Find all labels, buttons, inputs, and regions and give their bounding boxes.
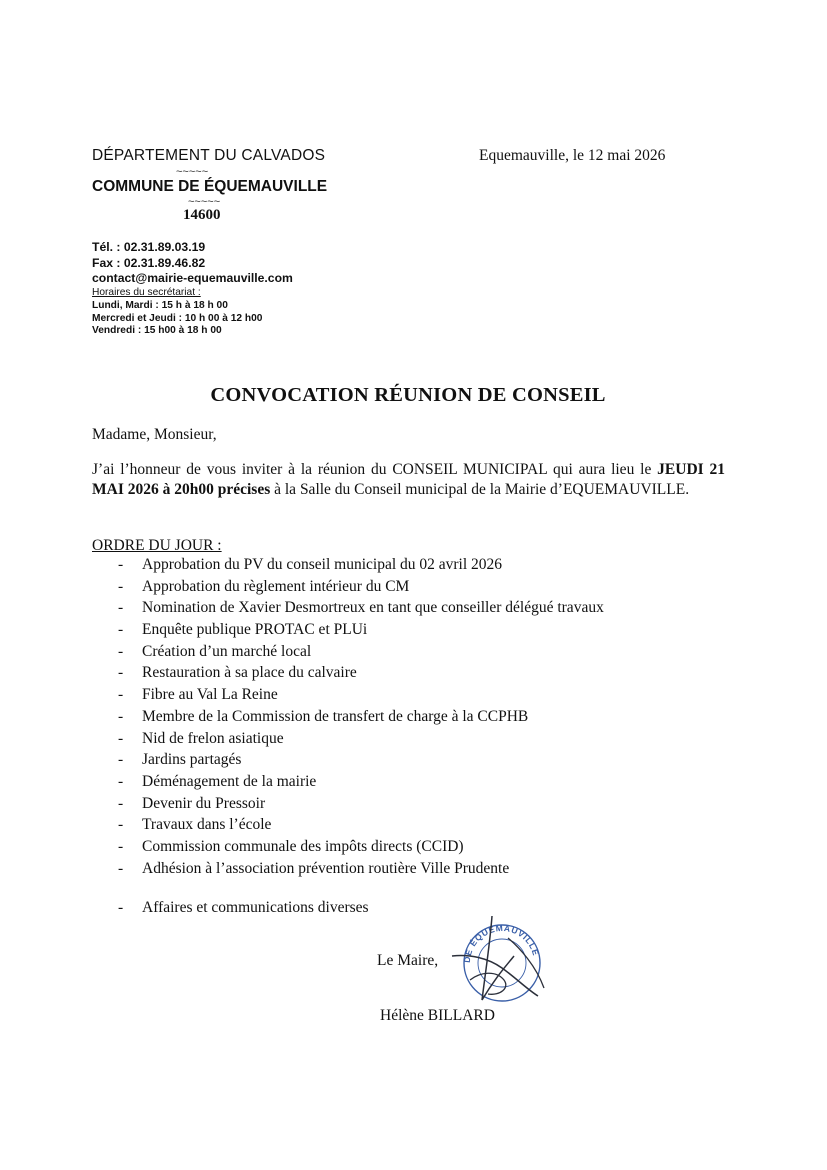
list-dash: - bbox=[118, 751, 124, 769]
mayor-name: Hélène BILLARD bbox=[380, 1007, 495, 1024]
agenda-item bbox=[118, 641, 604, 663]
phone-number: Tél. : 02.31.89.03.19 bbox=[92, 240, 206, 254]
agenda-item-text: Enquête publique PROTAC et PLUi bbox=[142, 621, 368, 639]
office-hours-line: Vendredi : 15 h00 à 18 h 00 bbox=[92, 325, 222, 337]
list-dash: - bbox=[118, 772, 124, 790]
commune-name: COMMUNE DE ÉQUEMAUVILLE bbox=[92, 178, 328, 195]
agenda-item bbox=[118, 576, 604, 598]
agenda-item-text: Fibre au Val La Reine bbox=[142, 686, 278, 704]
agenda-item bbox=[118, 684, 604, 706]
agenda-item-text: Affaires et communications diverses bbox=[142, 899, 369, 916]
agenda-item-text: Adhésion à l’association prévention routière Ville Prudente bbox=[142, 859, 510, 877]
agenda-item-text: Restauration à sa place du calvaire bbox=[142, 664, 357, 682]
list-dash: - bbox=[118, 899, 124, 916]
agenda-item bbox=[118, 662, 604, 684]
office-hours bbox=[92, 287, 262, 338]
invitation-paragraph bbox=[92, 460, 725, 499]
agenda-item bbox=[118, 554, 604, 576]
agenda-item-text: Approbation du PV du conseil municipal du 02 avril 2026 bbox=[142, 556, 503, 573]
header-separator: ~~~~~ bbox=[188, 196, 221, 208]
signature-role: Le Maire, bbox=[377, 952, 439, 969]
email-address: contact@mairie-equemauville.com bbox=[92, 271, 293, 285]
office-hours-line: Mercredi et Jeudi : 10 h 00 à 12 h00 bbox=[92, 312, 263, 324]
agenda-item-text: Nid de frelon asiatique bbox=[142, 729, 284, 747]
agenda-item bbox=[118, 836, 604, 858]
official-stamp-signature bbox=[440, 908, 550, 1013]
list-dash: - bbox=[118, 642, 124, 660]
agenda-item bbox=[118, 858, 604, 880]
list-dash: - bbox=[118, 816, 124, 834]
list-dash: - bbox=[118, 599, 124, 617]
header-separator: ~~~~~ bbox=[176, 166, 209, 178]
list-dash: - bbox=[118, 859, 124, 877]
agenda-item bbox=[118, 728, 604, 750]
list-dash: - bbox=[118, 577, 124, 595]
agenda-item-text: Déménagement de la mairie bbox=[142, 772, 317, 790]
salutation: Madame, Monsieur, bbox=[92, 426, 217, 443]
agenda-item bbox=[118, 771, 604, 793]
list-dash: - bbox=[118, 686, 124, 704]
list-dash: - bbox=[118, 729, 124, 747]
agenda-item-text: Nomination de Xavier Desmortreux en tant que conseiller délégué travaux bbox=[142, 599, 604, 617]
agenda-item-text: Jardins partagés bbox=[142, 751, 242, 769]
postal-code: 14600 bbox=[183, 207, 221, 223]
invitation-text: à la Salle du Conseil municipal de la Mairie d’EQUEMAUVILLE. bbox=[270, 480, 690, 498]
meeting-datetime: JEUDI 21 MAI 2026 à 20h00 précises bbox=[92, 461, 725, 498]
agenda-item-text: Création d’un marché local bbox=[142, 642, 312, 660]
fax-number: Fax : 02.31.89.46.82 bbox=[92, 255, 206, 270]
stamp-text: DE ÉQUEMAUVILLE bbox=[461, 922, 542, 964]
agenda-list bbox=[118, 554, 604, 879]
agenda-item bbox=[118, 749, 604, 771]
agenda-item bbox=[118, 814, 604, 836]
agenda-item-text: Travaux dans l’école bbox=[142, 816, 272, 834]
list-dash: - bbox=[118, 707, 124, 725]
agenda-item-misc bbox=[118, 897, 369, 918]
list-dash: - bbox=[118, 837, 124, 855]
agenda-item-text: Commission communale des impôts directs (CCID) bbox=[142, 837, 464, 855]
document-title: CONVOCATION RÉUNION DE CONSEIL bbox=[210, 384, 606, 406]
list-dash: - bbox=[118, 621, 124, 639]
agenda-item bbox=[118, 793, 604, 815]
agenda-item bbox=[118, 619, 604, 641]
invitation-text: J’ai l’honneur de vous inviter à la réunion du CONSEIL MUNICIPAL qui aura lieu le bbox=[92, 461, 652, 478]
list-dash: - bbox=[118, 664, 124, 682]
office-hours-line: Lundi, Mardi : 15 h à 18 h 00 bbox=[92, 299, 228, 311]
agenda-item-text: Devenir du Pressoir bbox=[142, 794, 266, 812]
contact-block bbox=[92, 240, 293, 287]
office-hours-heading: Horaires du secrétariat : bbox=[92, 287, 201, 298]
list-dash: - bbox=[118, 794, 124, 812]
agenda-item-text: Membre de la Commission de transfert de charge à la CCPHB bbox=[142, 707, 529, 725]
agenda-item-text: Approbation du règlement intérieur du CM bbox=[142, 577, 410, 595]
agenda-heading: ORDRE DU JOUR : bbox=[92, 537, 222, 554]
agenda-item bbox=[118, 597, 604, 619]
date-line: Equemauville, le 12 mai 2026 bbox=[479, 147, 666, 164]
agenda-item bbox=[118, 706, 604, 728]
list-dash: - bbox=[118, 556, 124, 573]
department-name: DÉPARTEMENT DU CALVADOS bbox=[92, 147, 326, 164]
